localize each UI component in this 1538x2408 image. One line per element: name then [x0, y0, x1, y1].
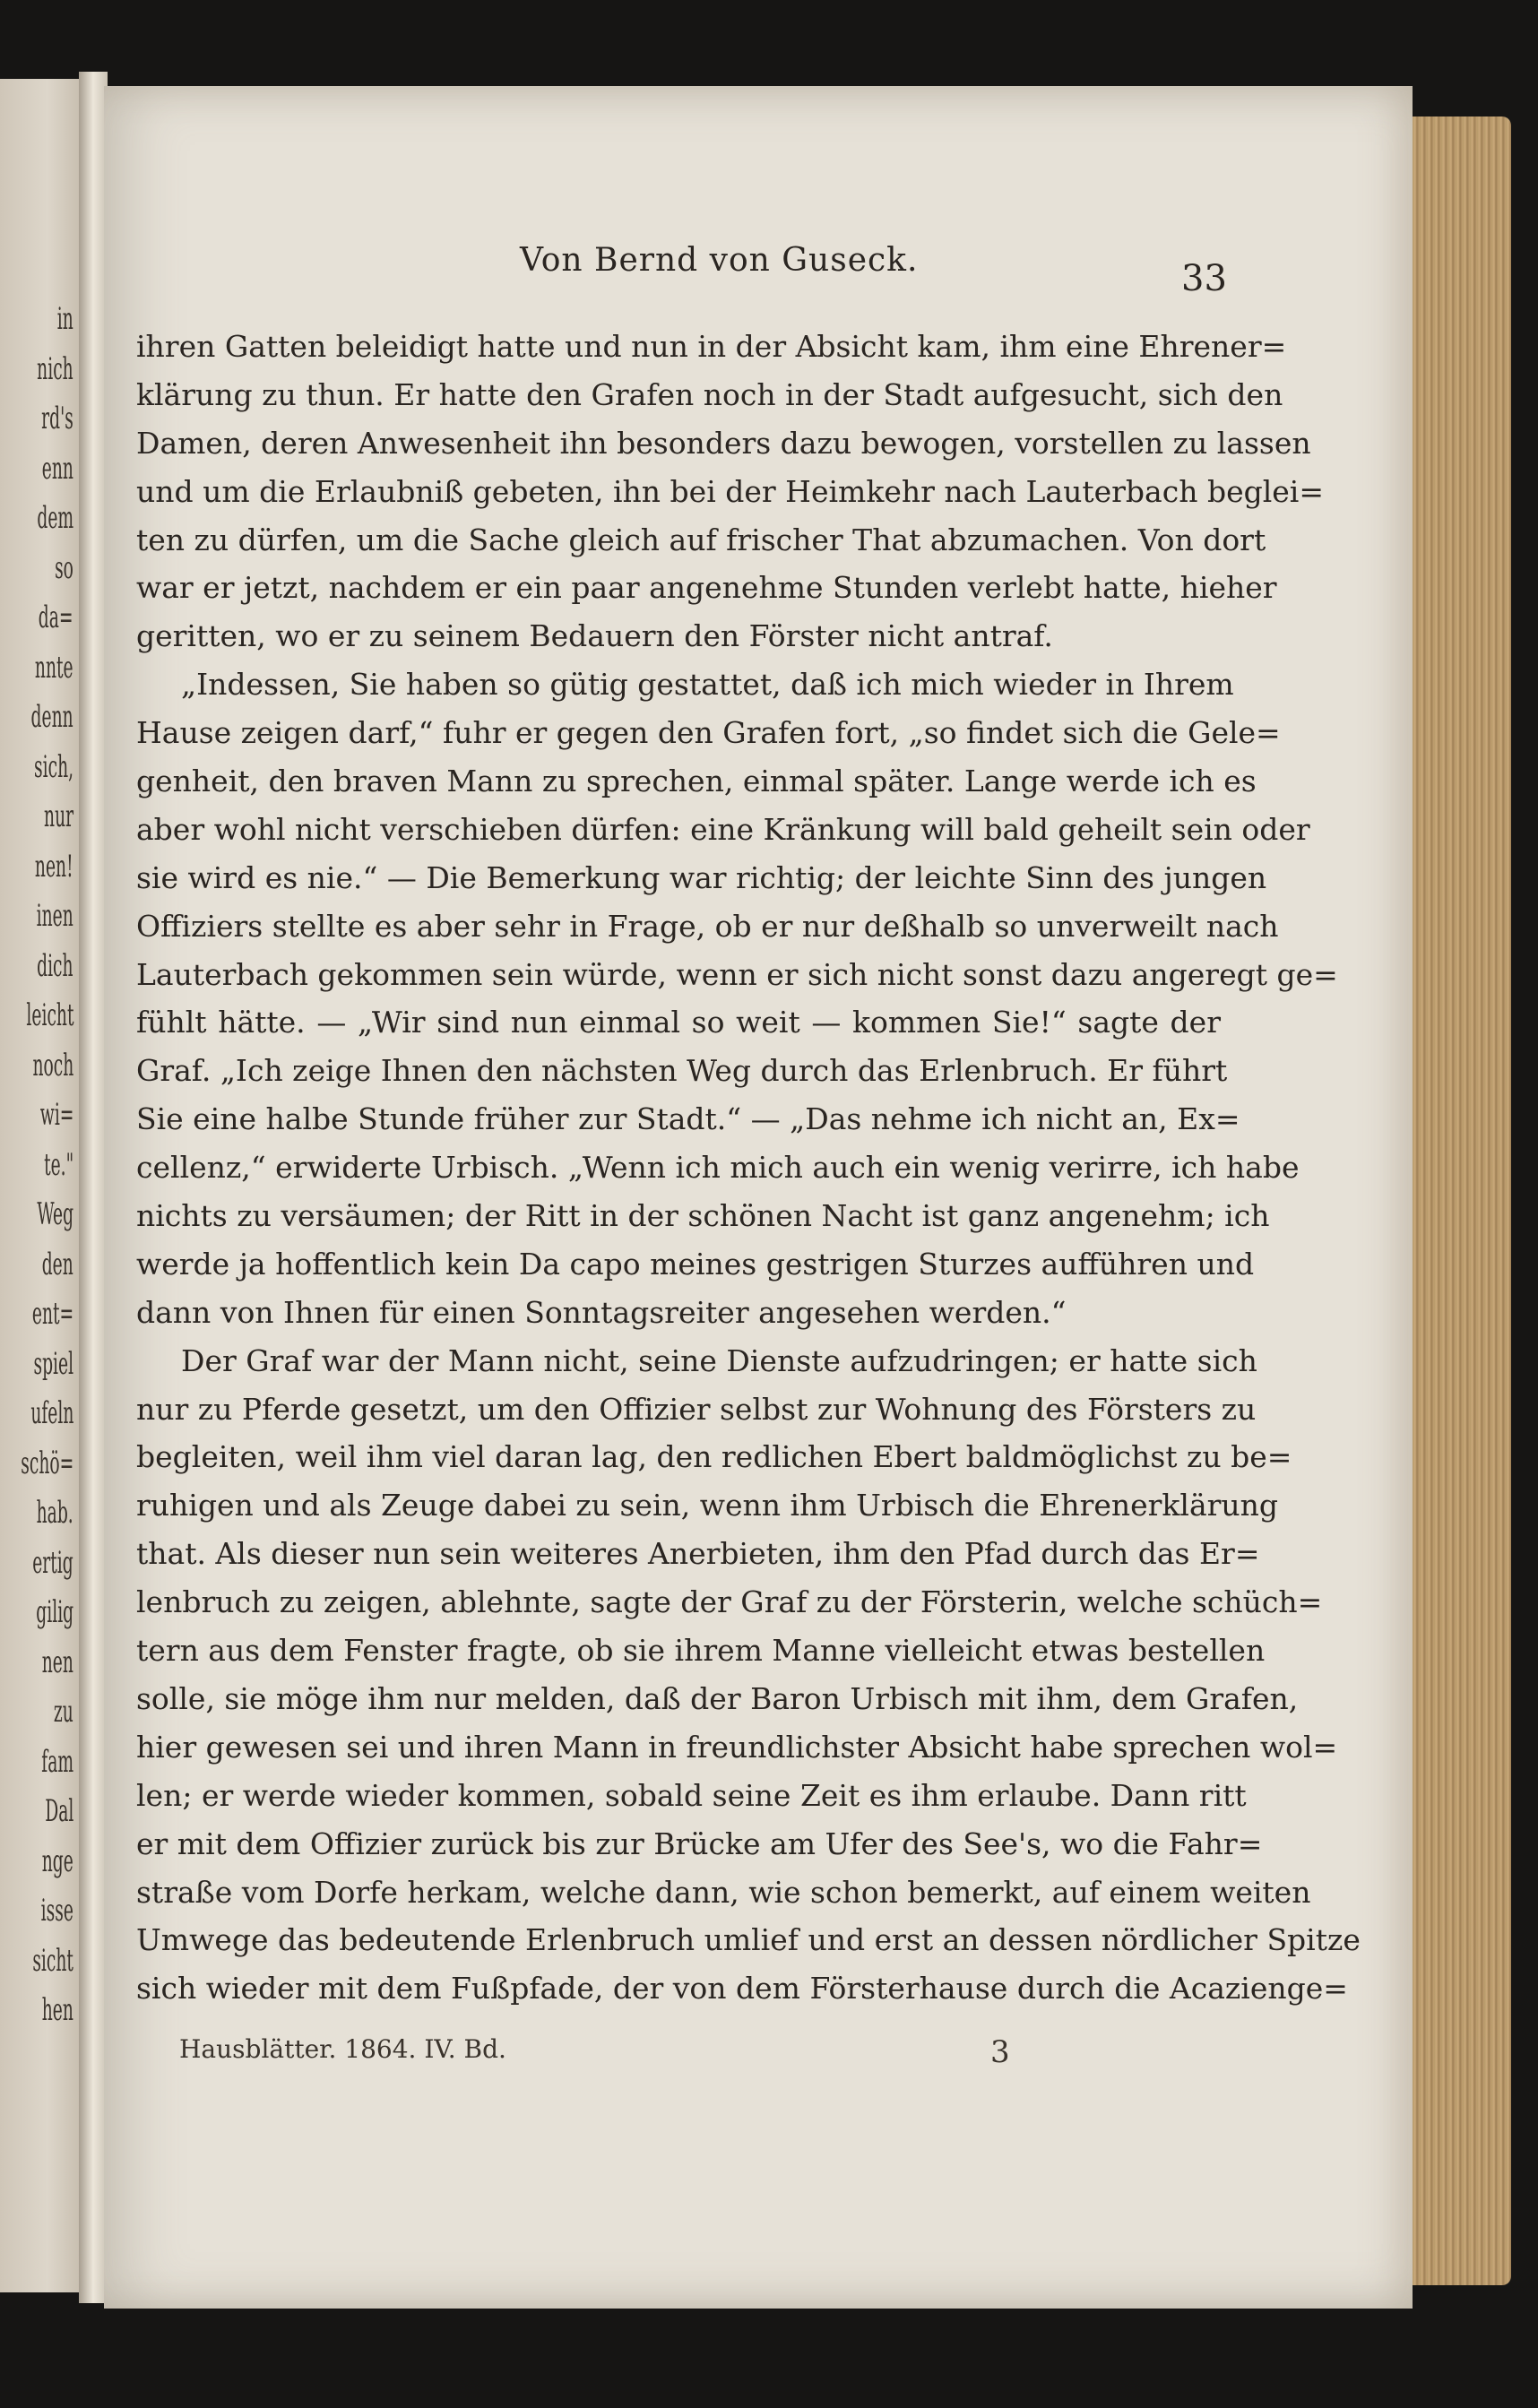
text-line: tern aus dem Fenster fragte, ob sie ihrem Manne vielleicht etwas bestellen [136, 1633, 1266, 1669]
text-line: und um die Erlaubniß gebeten, ihn bei der Heimkehr nach Lauterbach beglei= [136, 473, 1325, 509]
previous-page-fragment: nen [41, 1644, 73, 1680]
previous-page-fragment: nich [37, 350, 73, 387]
text-line: „Indessen, Sie haben so gütig gestattet, daß ich mich wieder in Ihrem [181, 667, 1234, 703]
previous-page-fragment: nge [41, 1843, 73, 1879]
page-edges [1413, 117, 1511, 2285]
previous-page-fragment: Weg [37, 1196, 73, 1232]
text-line: Damen, deren Anwesenheit ihn besonders dazu bewogen, vorstellen zu lassen [136, 425, 1311, 461]
text-line: Der Graf war der Mann nicht, seine Dienste aufzudringen; er hatte sich [181, 1342, 1257, 1378]
previous-page-fragment: fam [41, 1743, 73, 1780]
previous-page-fragment: Dal [44, 1793, 73, 1829]
text-line: Hause zeigen darf,“ fuhr er gegen den Grafen fort, „so findet sich die Gele= [136, 715, 1281, 751]
previous-page-fragment: sicht [32, 1942, 73, 1979]
running-title: Von Bernd von Guseck. [520, 242, 919, 279]
previous-page-fragment: inen [36, 898, 73, 934]
text-line: solle, sie möge ihm nur melden, daß der Baron Urbisch mit ihm, dem Grafen, [136, 1680, 1299, 1716]
page-footer [179, 2034, 1076, 2070]
text-line: straße vom Dorfe herkam, welche dann, wie schon bemerkt, auf einem weiten [136, 1874, 1311, 1910]
previous-page-fragment: ent= [31, 1296, 73, 1332]
text-line: Sie eine halbe Stunde früher zur Stadt.“ — „Das nehme ich nicht an, Ex= [136, 1101, 1240, 1137]
text-line: cellenz,“ erwiderte Urbisch. „Wenn ich mich auch ein wenig verirre, ich habe [136, 1150, 1300, 1186]
text-line: sie wird es nie.“ — Die Bemerkung war richtig; der leichte Sinn des jungen [136, 859, 1267, 895]
previous-page-fragment: isse [40, 1893, 73, 1929]
text-line: ihren Gatten beleidigt hatte und nun in der Absicht kam, ihm eine Ehrener= [136, 329, 1287, 364]
previous-page-fragment: te." [43, 1146, 73, 1183]
text-line: nichts zu versäumen; der Ritt in der schönen Nacht ist ganz angenehm; ich [136, 1198, 1270, 1234]
previous-page-fragment: so [55, 549, 73, 586]
signature-mark: 3 [990, 2034, 1010, 2070]
text-line: begleiten, weil ihm viel daran lag, den redlichen Ebert baldmöglichst zu be= [136, 1439, 1292, 1475]
text-line: Umwege das bedeutende Erlenbruch umlief und erst an dessen nördlicher Spitze [136, 1922, 1361, 1958]
footer-source: Hausblätter. 1864. IV. Bd. [179, 2034, 506, 2064]
text-line: geritten, wo er zu seinem Bedauern den Förster nicht antraf. [136, 618, 1053, 654]
text-line: ten zu dürfen, um die Sache gleich auf frischer That abzumachen. Von dort [136, 522, 1266, 557]
previous-page-fragment: wi= [39, 1097, 73, 1133]
previous-page-fragment: rd's [41, 401, 73, 436]
text-line: lenbruch zu zeigen, ablehnte, sagte der Graf zu der Försterin, welche schüch= [136, 1584, 1323, 1620]
previous-page-fragment: ertig [32, 1544, 73, 1581]
previous-page-fragment: nen! [35, 848, 73, 885]
text-line: aber wohl nicht verschieben dürfen: eine Kränkung will bald geheilt sein oder [136, 811, 1310, 847]
text-line: fühlt hätte. — „Wir sind nun einmal so weit — kommen Sie!“ sagte der [136, 1005, 1221, 1040]
previous-page-fragment: dem [37, 500, 73, 536]
text-line: Lauterbach gekommen sein würde, wenn er sich nicht sonst dazu angeregt ge= [136, 956, 1338, 992]
text-line: genheit, den braven Mann zu sprechen, einmal später. Lange werde ich es [136, 764, 1257, 799]
previous-page-fragment: schö= [20, 1445, 73, 1481]
previous-page-fragment: denn [30, 699, 73, 735]
text-line: hier gewesen sei und ihren Mann in freundlichster Absicht habe sprechen wol= [136, 1729, 1338, 1765]
previous-page-fragment: da= [39, 600, 73, 635]
previous-page-fragment: spiel [33, 1345, 73, 1382]
previous-page-fragment: hab. [36, 1495, 73, 1531]
page-number: 33 [1181, 258, 1227, 299]
previous-page-fragment: ufeln [30, 1395, 73, 1431]
previous-page-fragment: nur [43, 798, 73, 834]
previous-page-fragment: nnte [35, 649, 73, 686]
previous-page-fragment: enn [41, 450, 73, 487]
previous-page-edge [0, 79, 79, 2292]
body-text [136, 323, 1361, 2013]
previous-page-fragment: leicht [25, 997, 73, 1033]
text-line: len; er werde wieder kommen, sobald seine Zeit es ihm erlaube. Dann ritt [136, 1777, 1247, 1813]
text-line: Graf. „Ich zeige Ihnen den nächsten Weg durch das Erlenbruch. Er führt [136, 1053, 1228, 1089]
previous-page-fragment: in [56, 301, 73, 337]
text-line: nur zu Pferde gesetzt, um den Offizier selbst zur Wohnung des Försters zu [136, 1391, 1257, 1427]
text-line: ruhigen und als Zeuge dabei zu sein, wenn ihm Urbisch die Ehrenerklärung [136, 1488, 1279, 1523]
previous-page-fragment: zu [54, 1694, 73, 1730]
text-line: klärung zu thun. Er hatte den Grafen noch in der Stadt aufgesucht, sich den [136, 376, 1283, 412]
text-line: Offiziers stellte es aber sehr in Frage, ob er nur deßhalb so unverweilt nach [136, 908, 1279, 944]
text-line: that. Als dieser nun sein weiteres Anerbieten, ihm den Pfad durch das Er= [136, 1536, 1260, 1572]
text-line: war er jetzt, nachdem er ein paar angenehme Stunden verlebt hatte, hieher [136, 570, 1277, 606]
text-line: er mit dem Offizier zurück bis zur Brücke am Ufer des See's, wo die Fahr= [136, 1825, 1263, 1861]
previous-page-fragment: den [41, 1246, 73, 1282]
previous-page-fragment: dich [37, 947, 73, 984]
text-line: sich wieder mit dem Fußpfade, der von dem Försterhause durch die Acazienge= [136, 1971, 1348, 2007]
previous-page-fragment: hen [41, 1992, 73, 2028]
text-line: dann von Ihnen für einen Sonntagsreiter angesehen werden.“ [136, 1294, 1067, 1330]
text-line: werde ja hoffentlich kein Da capo meines gestrigen Sturzes aufführen und [136, 1246, 1255, 1282]
previous-page-fragment: gilig [36, 1594, 73, 1630]
previous-page-fragment: sich, [33, 748, 73, 785]
previous-page-fragment: noch [32, 1047, 73, 1083]
